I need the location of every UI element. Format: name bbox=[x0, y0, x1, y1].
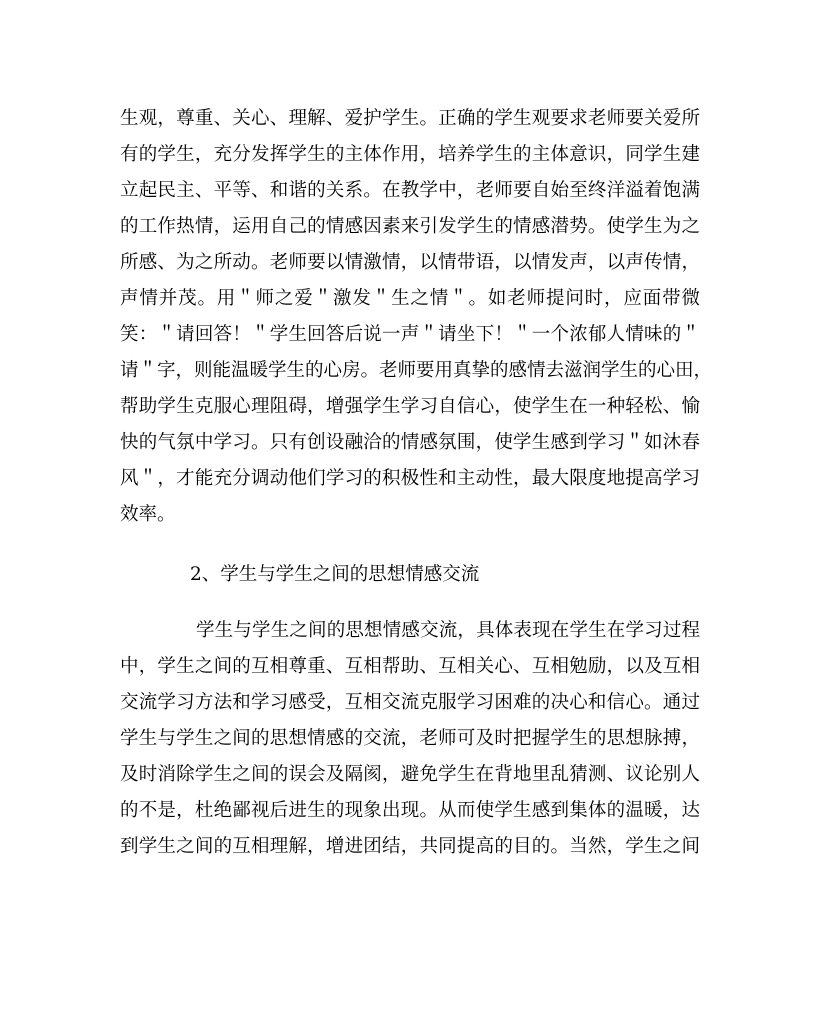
paragraph-line: 快的气氛中学习。只有创设融洽的情感氛围，使学生感到学习＂如沐春 bbox=[120, 432, 700, 453]
paragraph-line: 及时消除学生之间的误会及隔阂，避免学生在背地里乱猜测、议论别人 bbox=[120, 764, 700, 785]
paragraph-line: 效率。 bbox=[120, 504, 176, 525]
paragraph-line: 请＂字，则能温暖学生的心房。老师要用真挚的感情去滋润学生的心田， bbox=[120, 360, 713, 381]
paragraph-line: 声情并茂。用＂师之爱＂激发＂生之情＂。如老师提问时，应面带微 bbox=[120, 288, 700, 309]
paragraph-line: 所感、为之所动。老师要以情激情，以情带语，以情发声，以声传情， bbox=[120, 252, 700, 273]
paragraph-line: 交流学习方法和学习感受，互相交流克服学习困难的决心和信心。通过 bbox=[120, 692, 700, 713]
paragraph-line: 风＂，才能充分调动他们学习的积极性和主动性，最大限度地提高学习 bbox=[120, 468, 700, 489]
paragraph-line: 有的学生，充分发挥学生的主体作用，培养学生的主体意识，同学生建 bbox=[120, 144, 700, 165]
paragraph-line: 帮助学生克服心理阻碍，增强学生学习自信心，使学生在一种轻松、愉 bbox=[120, 396, 700, 417]
paragraph-line: 笑：＂请回答！＂学生回答后说一声＂请坐下！＂一个浓郁人情味的＂ bbox=[120, 324, 700, 345]
paragraph-line: 到学生之间的互相理解，增进团结，共同提高的目的。当然，学生之间 bbox=[120, 836, 700, 857]
section-heading: 2、学生与学生之间的思想情感交流 bbox=[190, 564, 480, 585]
paragraph-line: 学生与学生之间的思想情感交流，具体表现在学生在学习过程 bbox=[196, 620, 700, 641]
paragraph-line: 生观，尊重、关心、理解、爱护学生。正确的学生观要求老师要关爱所 bbox=[120, 108, 700, 129]
paragraph-line: 的工作热情，运用自己的情感因素来引发学生的情感潜势。使学生为之 bbox=[120, 216, 700, 237]
paragraph-line: 的不是，杜绝鄙视后进生的现象出现。从而使学生感到集体的温暖，达 bbox=[120, 800, 700, 821]
paragraph-line: 立起民主、平等、和谐的关系。在教学中，老师要自始至终洋溢着饱满 bbox=[120, 180, 700, 201]
paragraph-line: 中，学生之间的互相尊重、互相帮助、互相关心、互相勉励，以及互相 bbox=[120, 656, 700, 677]
paragraph-line: 学生与学生之间的思想情感的交流，老师可及时把握学生的思想脉搏， bbox=[120, 728, 700, 749]
